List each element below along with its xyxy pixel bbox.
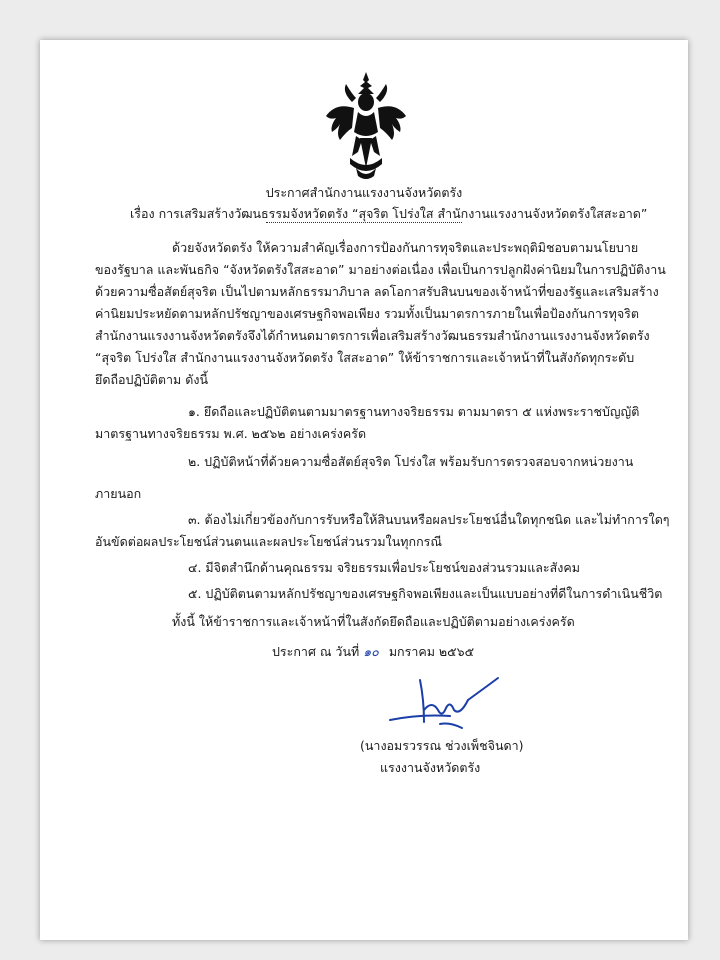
measure-item-line: ๕. ปฏิบัติตนตามหลักปรัชญาของเศรษฐกิจพอเพียงและเป็นแบบอย่างที่ดีในการดำเนินชีวิต: [188, 586, 663, 601]
intro-line: “สุจริต โปร่งใส สำนักงานแรงงานจังหวัดตรัง ใสสะอาด” ให้ข้าราชการและเจ้าหน้าที่ในสังกัดทุกระดับ: [95, 350, 635, 365]
measure-item-line: ๔. มีจิตสำนึกด้านคุณธรรม จริยธรรมเพื่อประโยชน์ของส่วนรวมและสังคม: [188, 560, 580, 575]
signer-name: (นางอมรวรรณ ช่วงเพ็ชจินดา): [360, 738, 524, 753]
date-prefix: ประกาศ ณ วันที่: [272, 644, 360, 659]
announcement-subject: เรื่อง การเสริมสร้างวัฒนธรรมจังหวัดตรัง “สุจริต โปร่งใส สำนักงานแรงงานจังหวัดตรังใสสะอาด”: [130, 206, 648, 221]
intro-line: ด้วยความซื่อสัตย์สุจริต เป็นไปตามหลักธรรมาภิบาล ลดโอกาสรับสินบนของเจ้าหน้าที่ของรัฐและเสริมสร้าง: [95, 284, 659, 299]
measure-item-line: ๒. ปฏิบัติหน้าที่ด้วยความซื่อสัตย์สุจริต โปร่งใส พร้อมรับการตรวจสอบจากหน่วยงาน: [188, 454, 634, 469]
date-month-year: มกราคม ๒๕๖๕: [388, 644, 475, 659]
signer-position: แรงงานจังหวัดตรัง: [380, 760, 481, 775]
measure-item-line: ๑. ยึดถือและปฏิบัติตนตามมาตรฐานทางจริยธรรม ตามมาตรา ๕ แห่งพระราชบัญญัติ: [188, 404, 640, 419]
handwritten-signature: [380, 670, 520, 740]
intro-line: ค่านิยมประหยัดตามหลักปรัชญาของเศรษฐกิจพอเพียง รวมทั้งเป็นมาตรการภายในเพื่อป้องกันการทุจริต: [95, 306, 640, 321]
intro-line: สำนักงานแรงงานจังหวัดตรังจึงได้กำหนดมาตรการเพื่อเสริมสร้างวัฒนธรรมสำนักงานแรงงานจังหวัดตรัง: [95, 328, 650, 343]
measure-item-line: มาตรฐานทางจริยธรรม พ.ศ. ๒๕๖๒ อย่างเคร่งครัด: [95, 426, 367, 441]
intro-line: ของรัฐบาล และพันธกิจ “จังหวัดตรังใสสะอาด” มาอย่างต่อเนื่อง เพื่อเป็นการปลูกฝังค่านิยมในการปฏิบัติงาน: [95, 262, 666, 277]
closing-statement: ทั้งนี้ ให้ข้าราชการและเจ้าหน้าที่ในสังกัดยึดถือและปฏิบัติตามอย่างเคร่งครัด: [172, 614, 575, 629]
handwritten-day: ๑๐: [363, 644, 379, 659]
measure-item-line: ๓. ต้องไม่เกี่ยวข้องกับการรับหรือให้สินบนหรือผลประโยชน์อื่นใดทุกชนิด และไม่ทำการใดๆ: [188, 512, 670, 527]
intro-line: ด้วยจังหวัดตรัง ให้ความสำคัญเรื่องการป้องกันการทุจริตและประพฤติมิชอบตามนโยบาย: [172, 240, 639, 255]
announcement-body: [40, 40, 688, 940]
intro-line: ยึดถือปฏิบัติตาม ดังนี้: [95, 372, 209, 387]
measure-item-line: ภายนอก: [95, 486, 142, 501]
document-page: [40, 40, 688, 940]
announcement-date: [272, 644, 474, 660]
measure-item-line: อันขัดต่อผลประโยชน์ส่วนตนและผลประโยชน์ส่วนรวมในทุกกรณี: [95, 534, 442, 549]
announcement-title: ประกาศสำนักงานแรงงานจังหวัดตรัง: [265, 185, 463, 200]
